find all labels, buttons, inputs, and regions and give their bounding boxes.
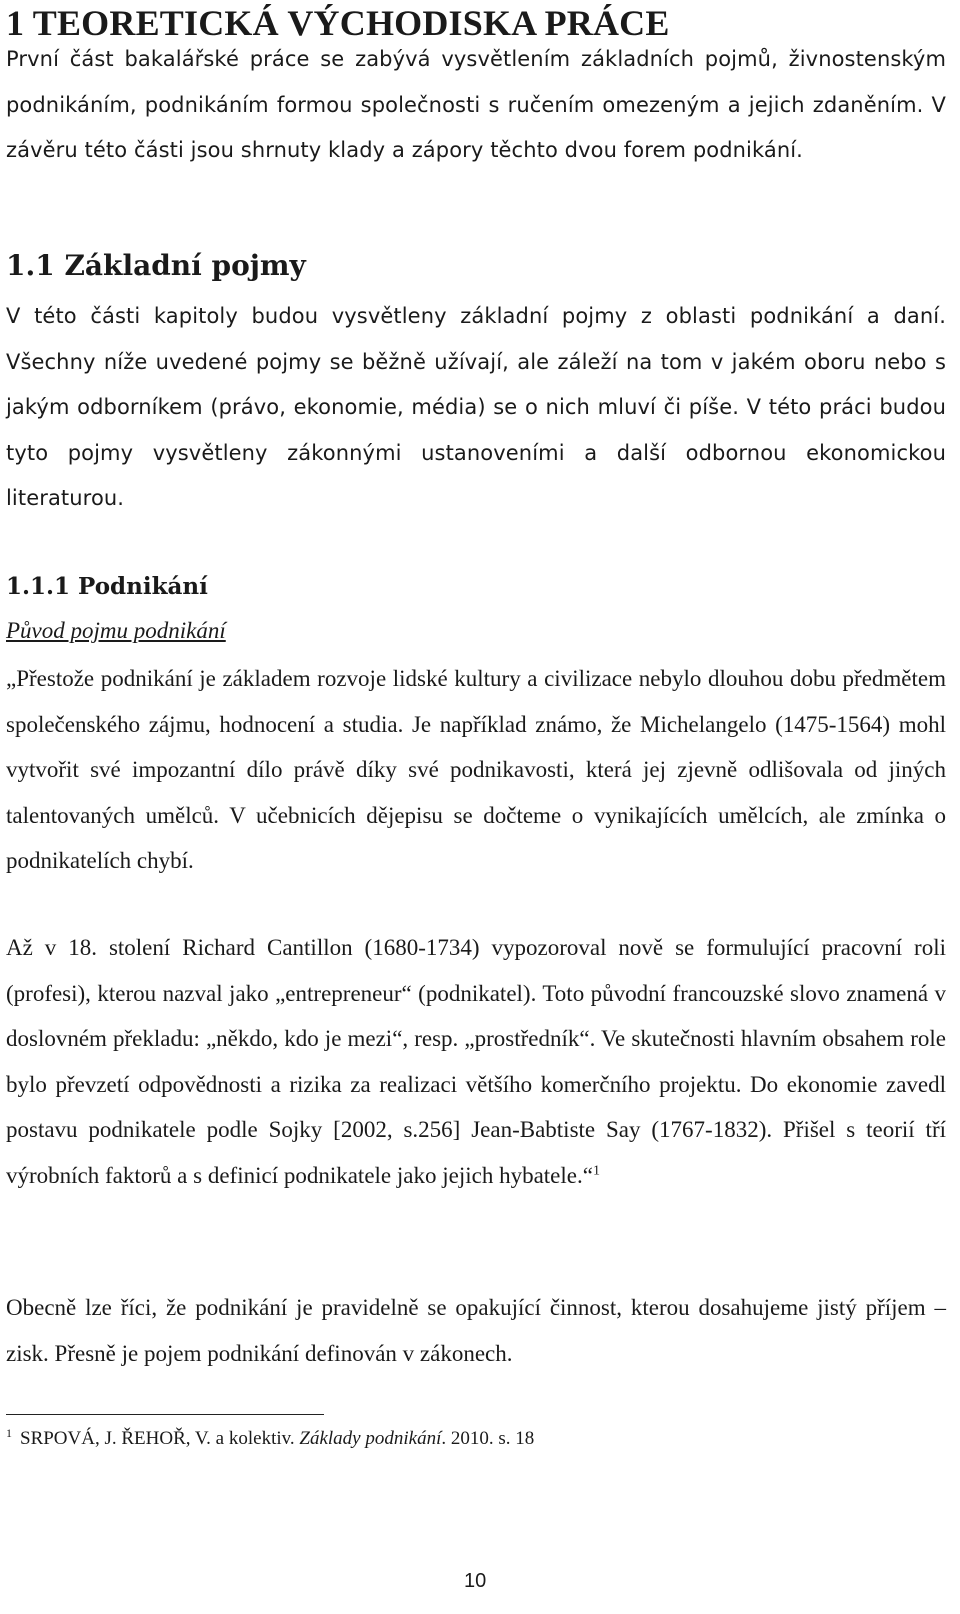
section-heading-1-1: 1.1 Základní pojmy: [6, 249, 306, 282]
closing-paragraph: Obecně lze říci, že podnikání je pravidelně se opakující činnost, kterou dosahujeme jistý příjem – zisk. Přesně je pojem podnikání definován v zákonech.: [6, 1295, 946, 1366]
quote-paragraph-1: „Přestože podnikání je základem rozvoje lidské kultury a civilizace nebylo dlouhou dobu předmětem společenského zájmu, hodnocení a studia. Je například známo, že Michelangelo (1475-1564) mohl vytvořit své impozantní dílo právě díky své podnikavosti, která jej zjevně odlišovala od jiných talentovaných umělců. V učebnicích dějepisu se dočteme o vynikajících umělcích, ale zmínka o podnikatelích chybí.: [6, 666, 946, 873]
page-number: 10: [464, 1570, 487, 1592]
quote-paragraph-2: [6, 925, 946, 1198]
footnote-reference[interactable]: 1: [592, 1162, 600, 1178]
chapter-heading: 1 TEORETICKÁ VÝCHODISKA PRÁCE: [6, 3, 670, 43]
footnote-divider: [6, 1414, 324, 1415]
footnote-number: 1: [6, 1425, 12, 1440]
footnote-title: Základy podnikání: [299, 1428, 442, 1449]
origin-subheading: Původ pojmu podnikání: [6, 618, 226, 643]
section-1-1-paragraph: V této části kapitoly budou vysvětleny základní pojmy z oblasti podnikání a daní. Všechny níže uvedené pojmy se běžně užívají, ale záleží na tom v jakém oboru nebo s jakým odborníkem (právo, ekonomie, média) se o nich mluví či píše. V této práci budou tyto pojmy vysvětleny zákonnými ustanoveními a další odbornou ekonomickou literaturou.: [6, 304, 946, 510]
subsection-heading-1-1-1: 1.1.1 Podnikání: [6, 573, 208, 600]
footnote-details: . 2010. s. 18: [441, 1428, 535, 1449]
footnote: [6, 1425, 535, 1450]
quote-paragraph-2-text: Až v 18. stolení Richard Cantillon (1680-1734) vypozoroval nově se formulující pracovní roli (profesi), kterou nazval jako „entrepreneur“ (podnikatel). Toto původní francouzské slovo znamená v doslovném překladu: „někdo, kdo je mezi“, resp. „prostředník“. Ve skutečnosti hlavním obsahem role bylo převzetí odpovědnosti a rizika za realizaci většího komerčního projektu. Do ekonomie zavedl postavu podnikatele podle Sojky [2002, s.256] Jean-Babtiste Say (1767-1832). Přišel s teorií tří výrobních faktorů a s definicí podnikatele jako jejich hybatele.“: [6, 935, 946, 1188]
intro-paragraph: První část bakalářské práce se zabývá vysvětlením základních pojmů, živnostenským podnikáním, podnikáním formou společnosti s ručením omezeným a jejich zdaněním. V závěru této části jsou shrnuty klady a zápory těchto dvou forem podnikání.: [6, 47, 946, 162]
footnote-authors: SRPOVÁ, J. ŘEHOŘ, V. a kolektiv.: [20, 1428, 300, 1449]
